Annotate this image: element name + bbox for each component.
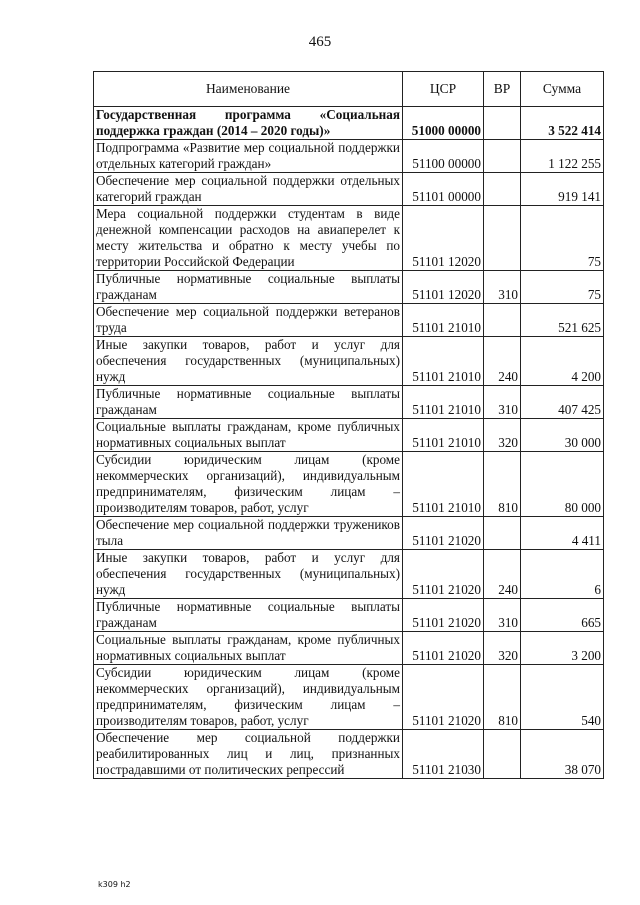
table-row [94, 632, 604, 665]
table-row [94, 665, 604, 730]
row-csr: 51101 21020 [403, 550, 484, 599]
row-vr: 310 [484, 386, 521, 419]
row-vr [484, 173, 521, 206]
row-name: Обеспечение мер социальной поддержки ветеранов труда [94, 304, 403, 337]
row-sum: 6 [521, 550, 604, 599]
header-vr: ВР [484, 72, 521, 107]
table-row [94, 140, 604, 173]
row-sum: 38 070 [521, 730, 604, 779]
row-name: Обеспечение мер социальной поддержки отдельных категорий граждан [94, 173, 403, 206]
table-row [94, 452, 604, 517]
row-csr: 51101 21010 [403, 419, 484, 452]
table-body [94, 107, 604, 779]
row-vr: 240 [484, 550, 521, 599]
table-row [94, 304, 604, 337]
row-sum: 3 200 [521, 632, 604, 665]
table-row [94, 550, 604, 599]
table-header-row [94, 72, 604, 107]
table-row [94, 107, 604, 140]
row-name: Обеспечение мер социальной поддержки реабилитированных лиц и лиц, признанных пострадавшими от политических репрессий [94, 730, 403, 779]
row-vr: 810 [484, 452, 521, 517]
table-row [94, 337, 604, 386]
row-csr: 51101 21010 [403, 304, 484, 337]
table-row [94, 173, 604, 206]
row-vr [484, 140, 521, 173]
row-sum: 540 [521, 665, 604, 730]
row-csr: 51101 21020 [403, 517, 484, 550]
row-name: Публичные нормативные социальные выплаты гражданам [94, 599, 403, 632]
row-csr: 51000 00000 [403, 107, 484, 140]
row-vr: 310 [484, 271, 521, 304]
row-name: Подпрограмма «Развитие мер социальной поддержки отдельных категорий граждан» [94, 140, 403, 173]
row-sum: 75 [521, 206, 604, 271]
row-name: Мера социальной поддержки студентам в виде денежной компенсации расходов на авиаперелет к месту жительства и обратно к месту учебы по территории Российской Федерации [94, 206, 403, 271]
row-csr: 51101 21020 [403, 599, 484, 632]
row-sum: 4 200 [521, 337, 604, 386]
row-vr [484, 517, 521, 550]
row-name: Обеспечение мер социальной поддержки тружеников тыла [94, 517, 403, 550]
row-csr: 51101 00000 [403, 173, 484, 206]
row-vr: 310 [484, 599, 521, 632]
row-name: Субсидии юридическим лицам (кроме некоммерческих организаций), индивидуальным предпринимателям, физическим лицам – производителям товаров, работ, услуг [94, 452, 403, 517]
header-name: Наименование [94, 72, 403, 107]
row-sum: 407 425 [521, 386, 604, 419]
header-sum: Сумма [521, 72, 604, 107]
row-vr: 320 [484, 419, 521, 452]
row-name: Социальные выплаты гражданам, кроме публичных нормативных социальных выплат [94, 632, 403, 665]
row-csr: 51100 00000 [403, 140, 484, 173]
table-row [94, 419, 604, 452]
row-name: Публичные нормативные социальные выплаты гражданам [94, 386, 403, 419]
table-row [94, 271, 604, 304]
row-vr [484, 107, 521, 140]
row-name: Государственная программа «Социальная поддержка граждан (2014 – 2020 годы)» [94, 107, 403, 140]
row-sum: 75 [521, 271, 604, 304]
row-sum: 521 625 [521, 304, 604, 337]
row-sum: 4 411 [521, 517, 604, 550]
table-row [94, 730, 604, 779]
row-sum: 1 122 255 [521, 140, 604, 173]
row-csr: 51101 21010 [403, 337, 484, 386]
row-sum: 665 [521, 599, 604, 632]
row-csr: 51101 21030 [403, 730, 484, 779]
footer-code: k309 h2 [98, 880, 131, 889]
row-csr: 51101 12020 [403, 206, 484, 271]
row-sum: 3 522 414 [521, 107, 604, 140]
row-csr: 51101 12020 [403, 271, 484, 304]
row-sum: 919 141 [521, 173, 604, 206]
row-sum: 30 000 [521, 419, 604, 452]
row-name: Субсидии юридическим лицам (кроме некоммерческих организаций), индивидуальным предпринимателям, физическим лицам – производителям товаров, работ, услуг [94, 665, 403, 730]
header-csr: ЦСР [403, 72, 484, 107]
row-vr [484, 730, 521, 779]
table-row [94, 206, 604, 271]
budget-table [93, 71, 604, 779]
row-vr [484, 304, 521, 337]
row-vr: 810 [484, 665, 521, 730]
row-name: Иные закупки товаров, работ и услуг для обеспечения государственных (муниципальных) нужд [94, 550, 403, 599]
page-number: 465 [308, 34, 332, 50]
row-csr: 51101 21020 [403, 632, 484, 665]
row-csr: 51101 21010 [403, 386, 484, 419]
row-vr [484, 206, 521, 271]
row-name: Публичные нормативные социальные выплаты гражданам [94, 271, 403, 304]
table-row [94, 386, 604, 419]
row-csr: 51101 21010 [403, 452, 484, 517]
table-row [94, 517, 604, 550]
table-row [94, 599, 604, 632]
row-vr: 240 [484, 337, 521, 386]
row-name: Социальные выплаты гражданам, кроме публичных нормативных социальных выплат [94, 419, 403, 452]
row-name: Иные закупки товаров, работ и услуг для обеспечения государственных (муниципальных) нужд [94, 337, 403, 386]
row-vr: 320 [484, 632, 521, 665]
row-sum: 80 000 [521, 452, 604, 517]
row-csr: 51101 21020 [403, 665, 484, 730]
